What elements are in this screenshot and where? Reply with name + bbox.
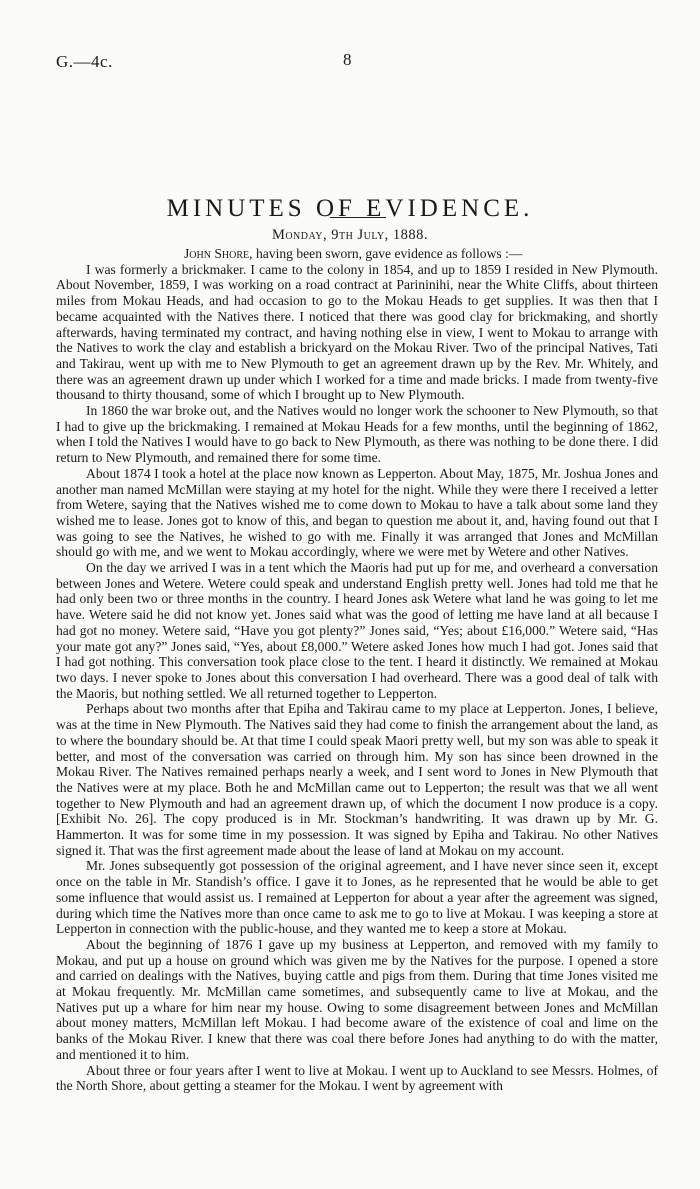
- evidence-paragraph: Perhaps about two months after that Epiha and Takirau came to my place at Lepperton. Jones, I believe, was at the time in New Plymouth. The Natives said they had come to finish the arrangement about the land, as to where the boundary should be. At that time I could speak Maori pretty well, but my son was able to speak it better, and most of the conversation was carried on through him. My son has since been drowned in the Mokau River. The Natives remained perhaps nearly a week, and I sent word to Jones in New Plymouth that the Natives were at my place. Both he and McMillan came out to Lepperton; the result was that we all went together to New Plymouth and had an agreement drawn up, of which the document I now produce is a copy. [Exhibit No. 26]. The copy produced is in Mr. Stockman’s handwriting. It was drawn up by Mr. G. Hammerton. It was for some time in my possession. It was signed by Epiha and Takirau. No other Natives signed it. That was the first agreement made about the lease of land at Mokau on my account.: [56, 701, 658, 858]
- witness-name: John Shore: [184, 246, 250, 261]
- hearing-date: Monday, 9th July, 1888.: [271, 227, 429, 243]
- evidence-paragraph: Mr. Jones subsequently got possession of the original agreement, and I have never since seen it, except once on the table in Mr. Standish’s office. I gave it to Jones, as he represented that he would be able to get some influence that would assist us. I remained at Lepperton for about a year after the agreement was signed, during which time the Natives more than once came to ask me to go to live at Mokau. I was keeping a store at Lepperton in connection with the public-house, and they wanted me to keep a store at Mokau.: [56, 858, 658, 937]
- evidence-paragraph: I was formerly a brickmaker. I came to the colony in 1854, and up to 1859 I resided in New Plymouth. About November, 1859, I was working on a road contract at Parininihi, near the White Cliffs, about thirteen miles from Mokau Heads, and had occasion to go to the Mokau Heads to get supplies. It was then that I became acquainted with the Natives there. I noticed that there was good clay for brickmaking, and shortly afterwards, having terminated my contract, and having nothing else in view, I went to Mokau to arrange with the Natives to work the clay and establish a brickyard on the Mokau River. Two of the principal Natives, Tati and Takirau, went up with me to New Plymouth to get an agreement drawn up by the Rev. Mr. Whitely, and there was an agreement drawn up under which I worked for a time and made bricks. I made from twenty-five thousand to thirty thousand, some of which I brought up to New Plymouth.: [56, 261, 658, 403]
- evidence-paragraph: About three or four years after I went to live at Mokau. I went up to Auckland to see Messrs. Holmes, of the North Shore, about getting a steamer for the Mokau. I went by agreement with: [56, 1062, 658, 1094]
- evidence-body: [56, 246, 658, 1094]
- witness-intro-text: , having been sworn, gave evidence as follows :—: [249, 246, 523, 261]
- page-reference: G.—4c.: [56, 52, 113, 71]
- evidence-paragraph: In 1860 the war broke out, and the Natives would no longer work the schooner to New Plymouth, so that I had to give up the brickmaking. I remained at Mokau Heads for a few months, until the beginning of 1862, when I told the Natives I would have to go back to New Plymouth, as there was nothing to be done there. I did return to New Plymouth, and remained there for some time.: [56, 403, 658, 466]
- witness-introduction: [56, 246, 658, 262]
- evidence-paragraph: On the day we arrived I was in a tent which the Maoris had put up for me, and overheard a conversation between Jones and Wetere. Wetere could speak and understand English pretty well. Jones had told me that he had only been two or three months in the country. I heard Jones ask Wetere what land he was going to let me have. Wetere said he did not know yet. Jones said what was the good of letting me have land at all because I had got no money. Wetere said, “Have you got plenty?” Jones said, “Yes; about £16,000.” Wetere said, “Has your mate got any?” Jones said, “Yes, about £8,000.” Wetere asked Jones how much I had got. Jones said that I had got nothing. This conversation took place close to the tent. I heard it distinctly. We remained at Mokau two days. I never spoke to Jones about this conversation I had overheard. There was a good deal of talk with the Maoris, but nothing settled. We all returned together to Lepperton.: [56, 560, 658, 701]
- evidence-paragraph: About 1874 I took a hotel at the place now known as Lepperton. About May, 1875, Mr. Joshua Jones and another man named McMillan were staying at my hotel for the night. While they were there I received a letter from Wetere, saying that the Natives wished me to come down to Mokau to have a talk about some land they wished me to lease. Jones got to know of this, and began to question me about it, and, having found out that I was going to see the Natives, he wished to go with me. Finally it was arranged that Jones and McMillan should go with me, and we went to Mokau accordingly, where we were met by Wetere and other Natives.: [56, 465, 658, 560]
- title-divider: [330, 217, 386, 218]
- page-title: MINUTES OF EVIDENCE.: [166, 194, 534, 222]
- page-number: 8: [343, 50, 352, 69]
- evidence-paragraph: About the beginning of 1876 I gave up my business at Lepperton, and removed with my family to Mokau, and put up a house on ground which was given me by the Natives for the purpose. I opened a store and carried on dealings with the Natives, buying cattle and pigs from them. During that time Jones visited me at Mokau frequently. Mr. McMillan came sometimes, and subsequently came to live at Mokau, and the Natives put up a whare for him near my house. Owing to some disagreement between Jones and McMillan about money matters, McMillan left Mokau. I had become aware of the existence of coal and lime on the banks of the Mokau River. I knew that there was coal there before Jones had anything to do with the matter, and mentioned it to him.: [56, 936, 658, 1062]
